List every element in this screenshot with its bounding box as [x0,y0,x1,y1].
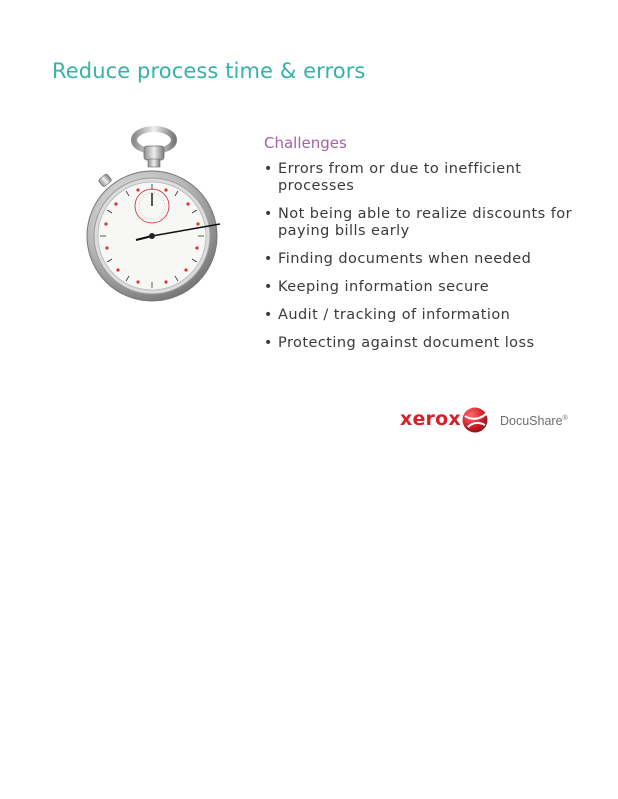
page-title: Reduce process time & errors [52,59,366,83]
bullet: • [264,161,273,177]
list-item [264,307,594,324]
stopwatch-image [80,126,228,302]
list-item-text-continued: paying bills early [278,223,410,239]
list-item [264,161,594,195]
bullet: • [264,279,273,295]
challenge-list [264,161,594,352]
list-item-text: Protecting against document loss [278,335,535,351]
list-item-text: Not being able to realize discounts for [278,206,572,222]
docushare-wordmark: DocuShare® [500,414,568,428]
brand-logo [400,404,590,438]
bullet: • [264,251,273,267]
list-item-text: Keeping information secure [278,279,490,295]
list-item [264,206,594,240]
challenges-heading: Challenges [264,134,347,152]
bullet: • [264,206,273,222]
list-item [264,251,594,268]
list-item [264,279,594,296]
bullet: • [264,307,273,323]
challenges-section [264,134,594,363]
bullet: • [264,335,273,351]
list-item-text: Audit / tracking of information [278,307,511,323]
registered-mark: ® [562,414,568,422]
list-item-text: Finding documents when needed [278,251,532,267]
list-item [264,335,594,352]
xerox-sphere-icon [462,407,488,433]
xerox-wordmark: xerox [400,408,461,430]
list-item-text: Errors from or due to inefficient [278,161,522,177]
list-item-text-continued: processes [278,178,355,194]
